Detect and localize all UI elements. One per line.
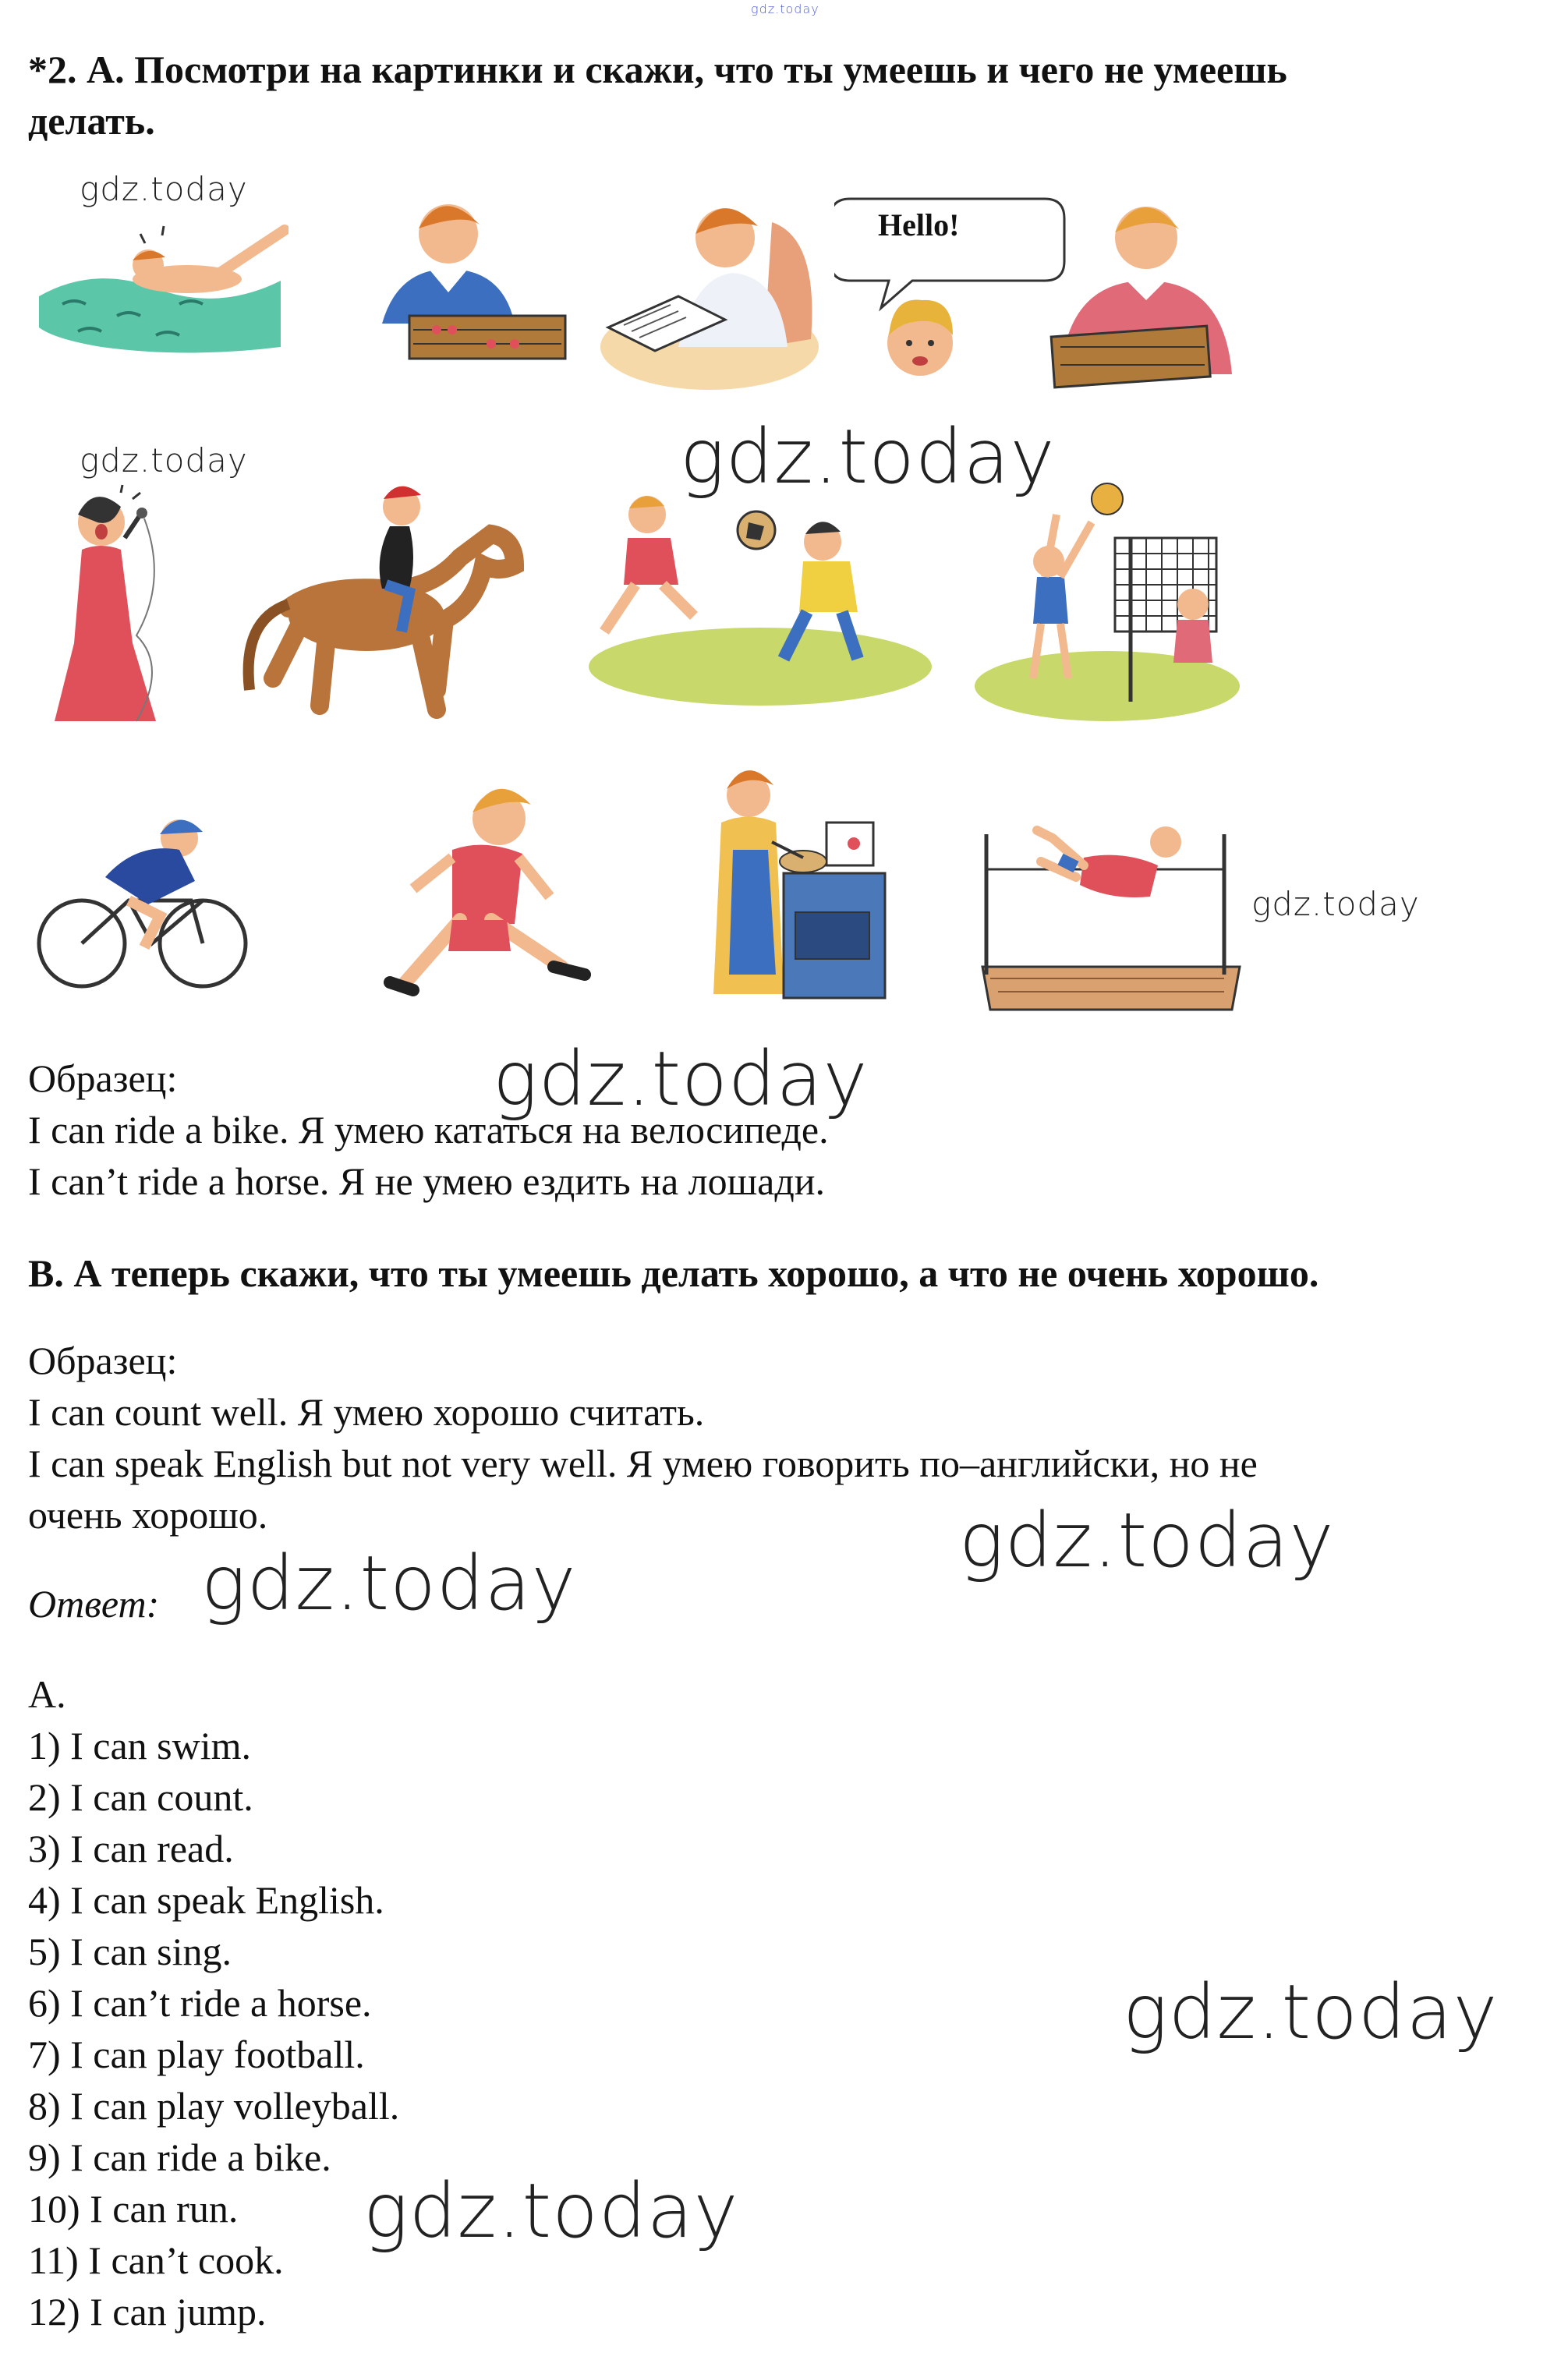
answer-item-3: 3) I can read. [28,1827,234,1870]
watermark-pic-1: gdz.today [80,170,248,208]
answer-item-11: 11) I can’t cook. [28,2238,284,2282]
football-players-icon [573,476,940,709]
answer-label: Ответ: [28,1582,160,1626]
answer-item-12: 12) I can jump. [28,2290,267,2333]
answer-item-1: 1) I can swim. [28,1724,252,1767]
sample-b-line3: очень хорошо. [28,1493,268,1537]
sample-b-line1: I can count well. Я умею хорошо считать. [28,1390,705,1434]
counting-boy-2-picture [1037,187,1263,405]
horse-rider-picture [234,476,546,733]
sample-a-label: Образец: [28,1056,178,1100]
sample-b-line2: I can speak English but not very well. Я умею говорить по–английски, но не [28,1442,1258,1485]
cook-icon [694,756,889,1006]
watermark-pic-3: gdz.today [680,413,1056,501]
high-jumper-icon [967,811,1263,1014]
answer-item-6: 6) I can’t ride a horse. [28,1981,372,2025]
exercise-title-line1: *2. А. Посмотри на картинки и скажи, что ты умеешь и чего не умеешь [28,48,1287,91]
answer-item-7: 7) I can play football. [28,2033,365,2076]
abacus-boy-icon [335,191,569,370]
sample-b-label: Образец: [28,1339,178,1382]
watermark-top: gdz.today [751,2,819,16]
football-picture [573,476,940,709]
runner-picture [343,780,624,1014]
answer-list [28,1720,399,2337]
high-jump-picture [967,811,1263,1014]
singer-icon [31,483,203,725]
answer-item-2: 2) I can count. [28,1775,253,1819]
horse-rider-icon [234,476,546,733]
answer-item-5: 5) I can sing. [28,1930,232,1973]
answer-section-label: А. [28,1672,66,1716]
watermark-pic-4: gdz.today [1251,885,1420,923]
sample-a-line1: I can ride a bike. Я умею кататься на велосипеде. [28,1108,829,1152]
volleyball-picture [967,476,1255,733]
part-b-title: В. А теперь скажи, что ты умеешь делать хорошо, а что не очень хорошо. [28,1251,1319,1295]
singer-picture [31,483,203,725]
cyclist-picture [35,811,253,998]
answer-item-4: 4) I can speak English. [28,1878,384,1922]
volleyball-players-icon [967,476,1255,733]
answer-item-9: 9) I can ride a bike. [28,2135,331,2179]
answer-item-10: 10) I can run. [28,2187,239,2231]
runner-icon [343,780,624,1014]
watermark-pic-2: gdz.today [80,441,248,479]
watermark-answer-bottom: gdz.today [363,2167,739,2255]
watermark-answer-right: gdz.today [1123,1969,1499,2056]
watermark-answer: gdz.today [201,1540,577,1627]
watermark-sample-b: gdz.today [959,1497,1335,1584]
counting-boy-picture [335,191,569,370]
exercise-title-line2: делать. [28,99,155,143]
abacus-boy-icon [1037,187,1263,405]
sample-a-line2: I can’t ride a horse. Я не умею ездить на лошади. [28,1159,826,1203]
book-boy-icon [593,191,826,394]
cyclist-icon [35,811,253,998]
cook-picture [694,756,889,1006]
speech-bubble-text: Hello! [878,207,960,242]
reading-boy-picture [593,191,826,394]
watermark-sample-a: gdz.today [493,1035,869,1123]
answer-item-8: 8) I can play volleyball. [28,2084,400,2128]
